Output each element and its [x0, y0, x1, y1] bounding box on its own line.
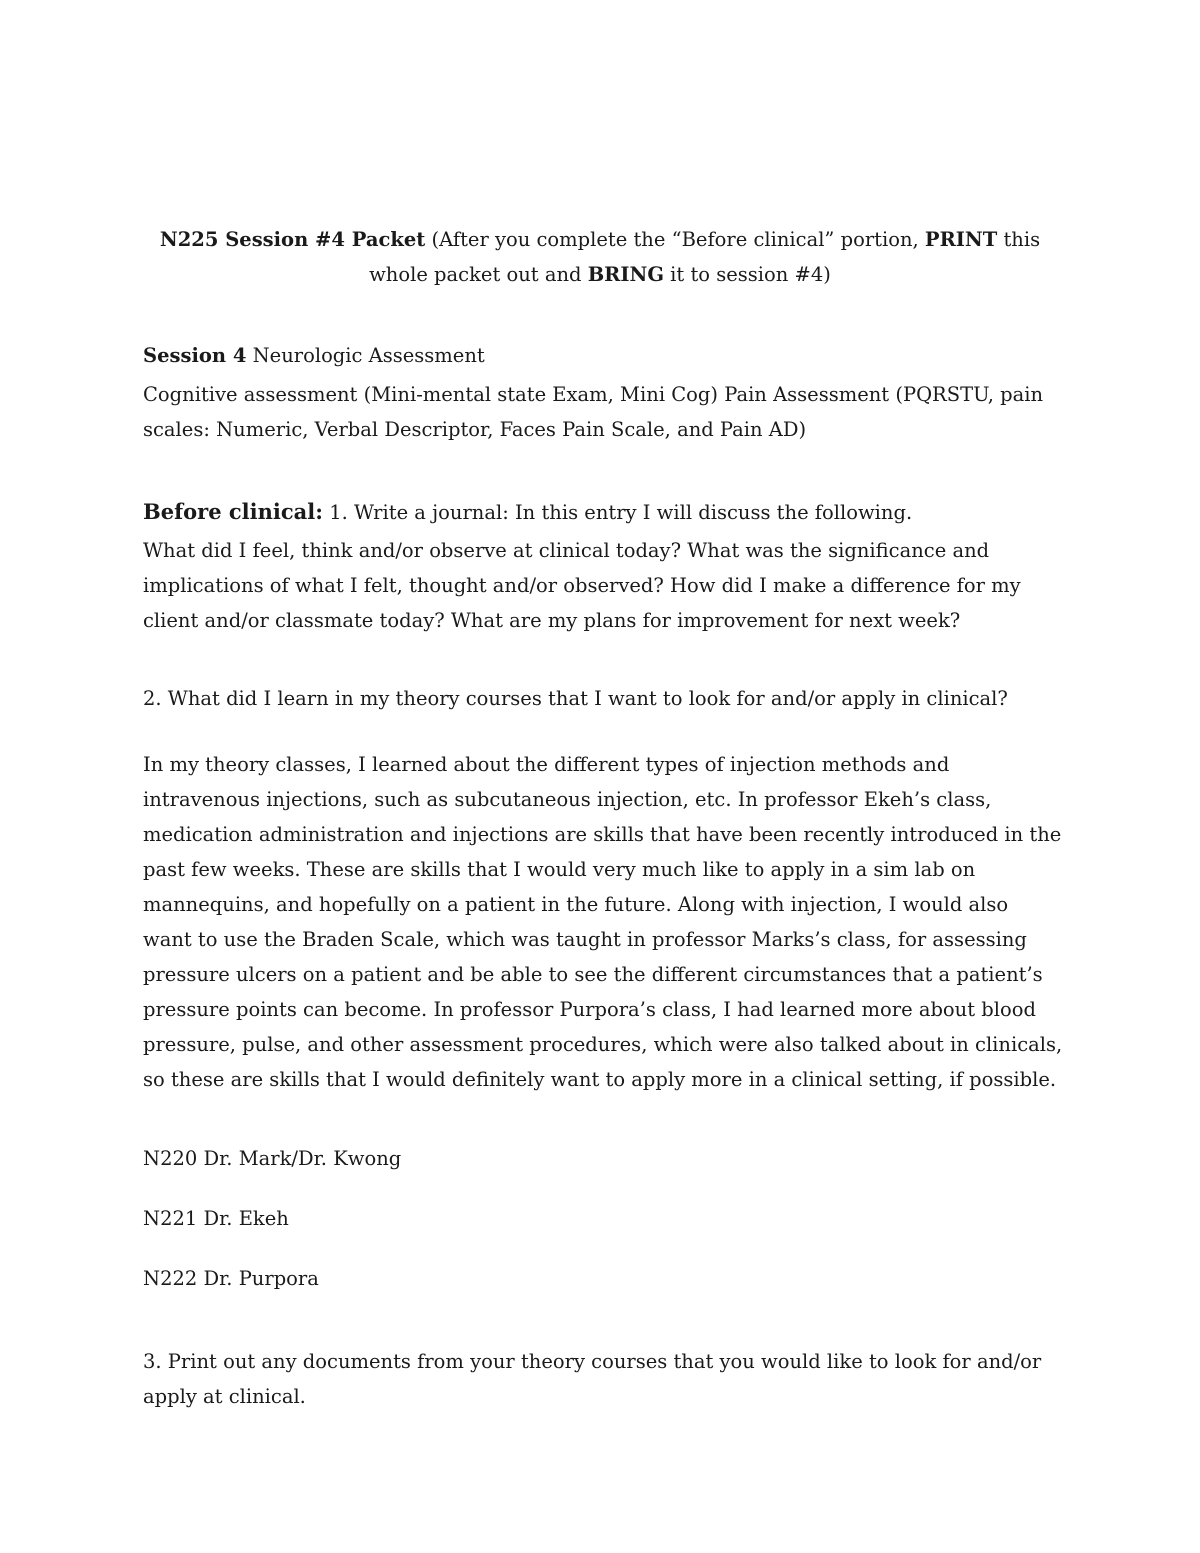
theory-question: 2. What did I learn in my theory courses that I want to look for and/or apply in clinical? [143, 687, 1008, 710]
before-clinical-label: Before clinical: [143, 499, 323, 524]
session-description: Cognitive assessment (Mini-mental state Exam, Mini Cog) Pain Assessment (PQRSTU, pain scales: Numeric, Verbal Descriptor, Faces Pain Scale, and Pain AD) [143, 383, 1044, 441]
theory-answer: In my theory classes, I learned about the different types of injection methods and intravenous injections, such as subcutaneous injection, etc. In professor Ekeh’s class, medication administration and injections are skills that have been recently introduced in the past few weeks. These are skills that I would very much like to apply in a sim lab on mannequins, and hopefully on a patient in the future. Along with injection, I would also want to use the Braden Scale, which was taught in professor Marks’s class, for assessing pressure ulcers on a patient and be able to see the different circumstances that a patient’s pressure points can become. In professor Purpora’s class, I had learned more about blood pressure, pulse, and other assessment procedures, which were also talked about in clinicals, so these are skills that I would definitely want to apply more in a clinical setting, if possible. [143, 753, 1063, 1091]
print-emphasis: PRINT [924, 228, 998, 251]
packet-title-text-2: this whole packet out and [369, 228, 1041, 286]
packet-title-bold: N225 Session #4 Packet [159, 228, 426, 251]
journal-instruction: 1. Write a journal: In this entry I will discuss the following. [323, 501, 913, 524]
packet-title-text-3: it to session #4) [663, 263, 831, 286]
journal-questions: What did I feel, think and/or observe at clinical today? What was the significance and implications of what I felt, thought and/or observed? How did I make a difference for my client and/or classmate today? What are my plans for improvement for next week? [143, 539, 1021, 632]
packet-title-text-1: (After you complete the “Before clinical” portion, [425, 228, 925, 251]
before-clinical-heading [143, 494, 1063, 530]
print-documents-instruction: 3. Print out any documents from your theory courses that you would like to look for and/or apply at clinical. [143, 1350, 1042, 1408]
session-label: Session 4 [143, 344, 247, 367]
course-line: N221 Dr. Ekeh [143, 1207, 289, 1230]
session-heading [143, 338, 1063, 373]
bring-emphasis: BRING [587, 263, 664, 286]
packet-title [140, 222, 1060, 292]
session-name: Neurologic Assessment [246, 344, 485, 367]
course-line: N222 Dr. Purpora [143, 1267, 319, 1290]
course-line: N220 Dr. Mark/Dr. Kwong [143, 1147, 402, 1170]
